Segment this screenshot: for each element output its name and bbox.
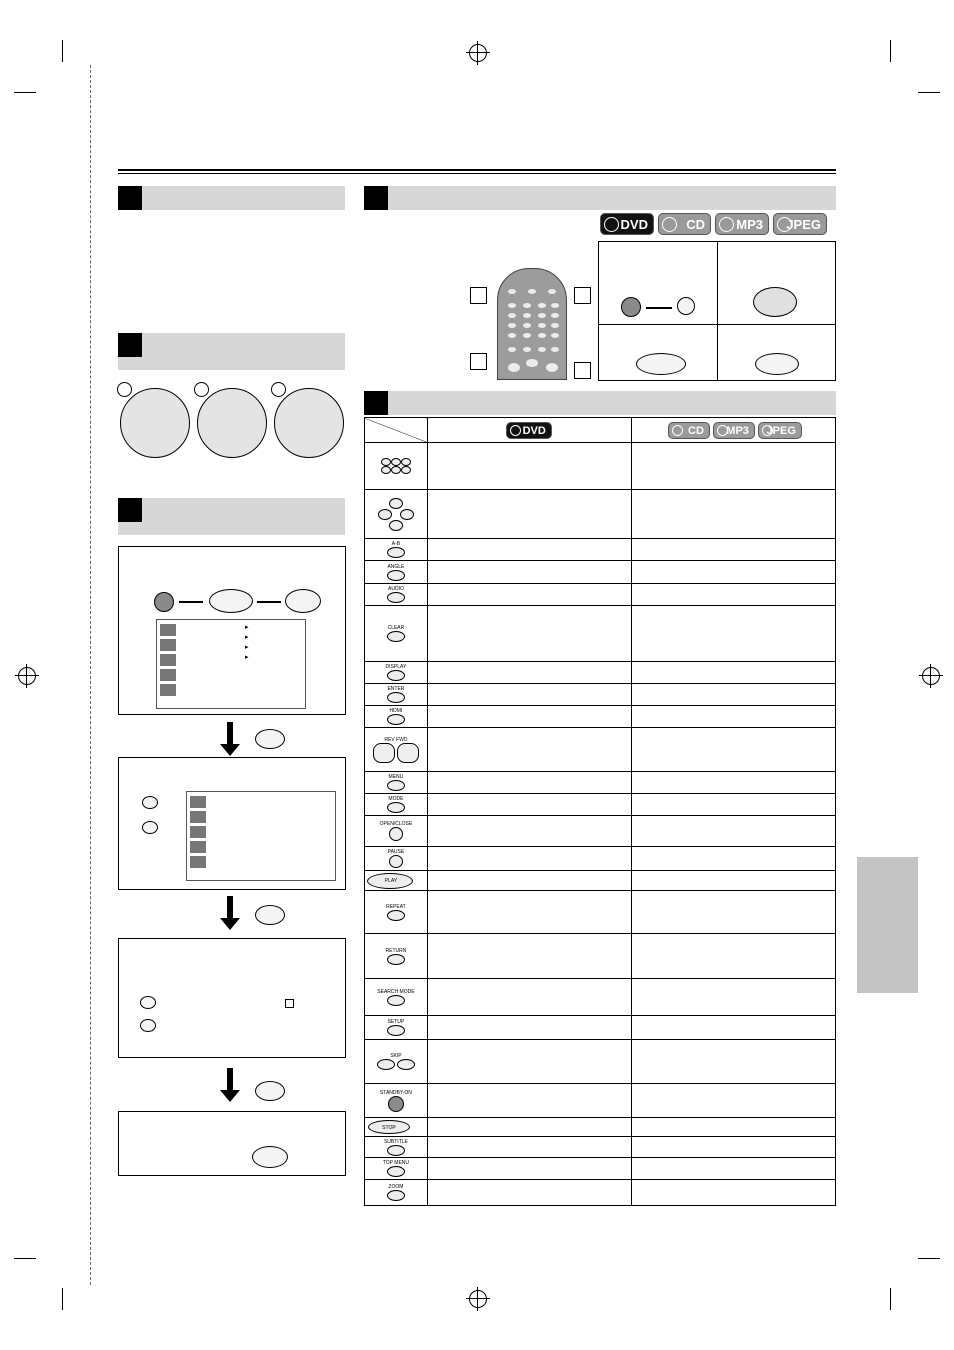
table-row — [365, 1118, 836, 1137]
checkbox-icon — [285, 999, 294, 1008]
fold-line — [90, 65, 91, 1285]
key-function-table — [364, 417, 836, 1206]
clear-button-icon — [365, 606, 428, 662]
down-arrow-icon — [227, 1068, 233, 1092]
disc-tray-illustration — [753, 287, 797, 317]
setup-step-box-4 — [118, 1111, 346, 1176]
standby-button-graphic — [154, 592, 174, 612]
down-button-graphic — [142, 821, 158, 834]
top-rule — [118, 169, 836, 171]
logo-cd — [658, 213, 711, 235]
stop-button-label: STOP — [382, 1124, 396, 1131]
pause-button-icon — [365, 847, 428, 871]
playback-step-2 — [717, 241, 836, 325]
table-row — [365, 934, 836, 979]
logo-dvd — [600, 213, 654, 235]
logo-mp3 — [713, 422, 755, 439]
enter-button-icon — [365, 684, 428, 706]
section-header-5 — [364, 391, 836, 415]
table-row — [365, 847, 836, 871]
header-corner-cell — [365, 418, 428, 443]
stop-button-icon — [365, 1118, 428, 1137]
section-header-1 — [118, 186, 345, 210]
table-row — [365, 816, 836, 847]
audio-button-label: AUDIO — [388, 586, 404, 592]
table-row — [365, 539, 836, 561]
table-row — [365, 584, 836, 606]
playback-step-4 — [717, 324, 836, 381]
top-rule — [118, 173, 836, 174]
battery-illustration-3 — [274, 388, 344, 458]
table-row — [365, 1158, 836, 1180]
section-header-2 — [118, 333, 345, 370]
zoom-button-label: ZOOM — [388, 1184, 404, 1190]
crop-mark — [890, 40, 891, 62]
arrow-right-icon — [179, 601, 203, 603]
return-button-icon — [365, 934, 428, 979]
setup-menu-screen: ▸ ▸ ▸ ▸ — [156, 619, 306, 709]
header-other-cell — [631, 418, 835, 443]
section-header-3 — [118, 498, 345, 535]
standby-on-button-label: STANDBY-ON — [379, 1089, 412, 1096]
open-close-button-graphic — [677, 297, 695, 315]
crop-mark — [918, 92, 940, 93]
setup-button-graphic — [285, 589, 321, 613]
callout-box — [470, 287, 487, 304]
standby-button-graphic — [621, 297, 641, 317]
table-row — [365, 979, 836, 1016]
display-button-label: DISPLAY — [385, 664, 407, 670]
crop-mark — [14, 92, 36, 93]
clear-button-label: CLEAR — [387, 625, 405, 631]
top-menu-button-label: TOP MENU — [382, 1160, 410, 1166]
menu-button-label: MENU — [388, 774, 404, 780]
battery-illustration-1 — [120, 388, 190, 458]
enter-button-graphic — [255, 729, 285, 749]
table-row — [365, 772, 836, 794]
step-badge — [194, 382, 209, 397]
crop-mark — [890, 1288, 891, 1310]
play-button-graphic — [636, 353, 686, 375]
skip-buttons-label: SKIP — [390, 1053, 402, 1059]
setup-button-icon — [365, 1016, 428, 1040]
logo-mp3 — [715, 213, 769, 235]
table-row — [365, 706, 836, 728]
down-arrow-icon — [227, 722, 233, 746]
display-button-icon — [365, 662, 428, 684]
crop-mark — [918, 1258, 940, 1259]
setup-step-box-2 — [118, 757, 346, 890]
registration-mark — [469, 1290, 487, 1308]
logo-mp3-label: MP3 — [736, 217, 763, 232]
logo-cd-label: CD — [686, 217, 705, 232]
rev-fwd-buttons-icon — [365, 728, 428, 772]
callout-box — [470, 353, 487, 370]
step-badge — [271, 382, 286, 397]
audio-button-icon — [365, 584, 428, 606]
battery-illustration-2 — [197, 388, 267, 458]
crop-mark — [62, 1288, 63, 1310]
logo-jpeg-label: JPEG — [786, 217, 821, 232]
logo-mp3-label: MP3 — [726, 425, 749, 437]
arrow-right-icon — [646, 307, 672, 309]
registration-mark — [469, 44, 487, 62]
crop-mark — [14, 1258, 36, 1259]
repeat-button-label: REPEAT — [386, 903, 406, 910]
pause-button-label: PAUSE — [387, 849, 405, 855]
table-row — [365, 1040, 836, 1084]
stop-button-graphic — [209, 589, 253, 613]
up-button-graphic — [140, 996, 156, 1009]
repeat-button-icon — [365, 891, 428, 934]
angle-button-icon — [365, 561, 428, 584]
search-mode-button-label: SEARCH MODE — [377, 988, 415, 995]
open-close-button-label: OPEN/CLOSE — [379, 821, 413, 827]
down-button-graphic — [140, 1019, 156, 1032]
table-row — [365, 1084, 836, 1118]
table-row — [365, 871, 836, 891]
playback-step-1 — [598, 241, 718, 325]
setup-step-box-1 — [118, 546, 346, 715]
table-row — [365, 662, 836, 684]
subtitle-button-icon — [365, 1137, 428, 1158]
standby-on-button-icon — [365, 1084, 428, 1118]
search-mode-button-icon — [365, 979, 428, 1016]
number-buttons-icon — [365, 443, 428, 490]
up-button-graphic — [142, 796, 158, 809]
table-row — [365, 606, 836, 662]
logo-dvd — [506, 422, 552, 439]
crop-mark — [62, 40, 63, 62]
zoom-button-icon — [365, 1180, 428, 1206]
play-button-label: PLAY — [384, 878, 398, 885]
logo-jpeg — [773, 213, 827, 235]
setup-button-graphic — [252, 1146, 288, 1168]
hdmi-button-label: HDMI — [389, 708, 403, 714]
table-row — [365, 443, 836, 490]
table-row — [365, 1180, 836, 1206]
callout-box — [574, 362, 591, 379]
enter-button-label: ENTER — [387, 686, 405, 692]
table-row — [365, 684, 836, 706]
subtitle-button-label: SUBTITLE — [383, 1138, 408, 1145]
setup-menu-screen — [186, 791, 336, 881]
header-dvd-cell — [427, 418, 631, 443]
angle-button-label: ANGLE — [387, 563, 405, 570]
hdmi-button-icon — [365, 706, 428, 728]
table-row — [365, 561, 836, 584]
table-row — [365, 891, 836, 934]
registration-mark — [922, 667, 940, 685]
play-button-icon — [365, 871, 428, 891]
top-menu-button-icon — [365, 1158, 428, 1180]
mode-button-label: MODE — [388, 796, 404, 802]
menu-button-icon — [365, 772, 428, 794]
remote-control-illustration — [497, 268, 567, 380]
section-header-4 — [364, 186, 836, 210]
logo-dvd-label: DVD — [620, 217, 648, 232]
registration-mark — [18, 667, 36, 685]
table-header-row — [365, 418, 836, 443]
table-row — [365, 1137, 836, 1158]
step-badge — [117, 382, 132, 397]
cursor-buttons-icon — [365, 490, 428, 539]
a-b-button-icon — [365, 539, 428, 561]
mode-button-icon — [365, 794, 428, 816]
enter-button-graphic — [255, 905, 285, 925]
down-arrow-icon — [227, 896, 233, 920]
arrow-right-icon — [257, 601, 281, 603]
table-row — [365, 1016, 836, 1040]
a-b-button-label: A-B — [391, 541, 401, 547]
skip-buttons-icon — [365, 1040, 428, 1084]
stop-button-graphic — [755, 353, 799, 375]
logo-jpeg — [758, 422, 802, 439]
return-button-label: RETURN — [385, 947, 407, 954]
setup-step-box-3 — [118, 938, 346, 1058]
logo-cd-label: CD — [688, 425, 704, 437]
callout-box — [574, 287, 591, 304]
logo-jpeg-label: JPEG — [766, 425, 796, 437]
table-row — [365, 490, 836, 539]
playback-step-3 — [598, 324, 718, 381]
logo-cd — [668, 422, 710, 439]
table-row — [365, 794, 836, 816]
open-close-button-icon — [365, 816, 428, 847]
table-row — [365, 728, 836, 772]
rev-fwd-buttons-label: REV FWD — [384, 736, 408, 743]
enter-button-graphic — [255, 1081, 285, 1101]
logo-dvd-label: DVD — [522, 425, 546, 437]
setup-button-label: SETUP — [387, 1019, 405, 1025]
side-tab — [857, 857, 918, 993]
